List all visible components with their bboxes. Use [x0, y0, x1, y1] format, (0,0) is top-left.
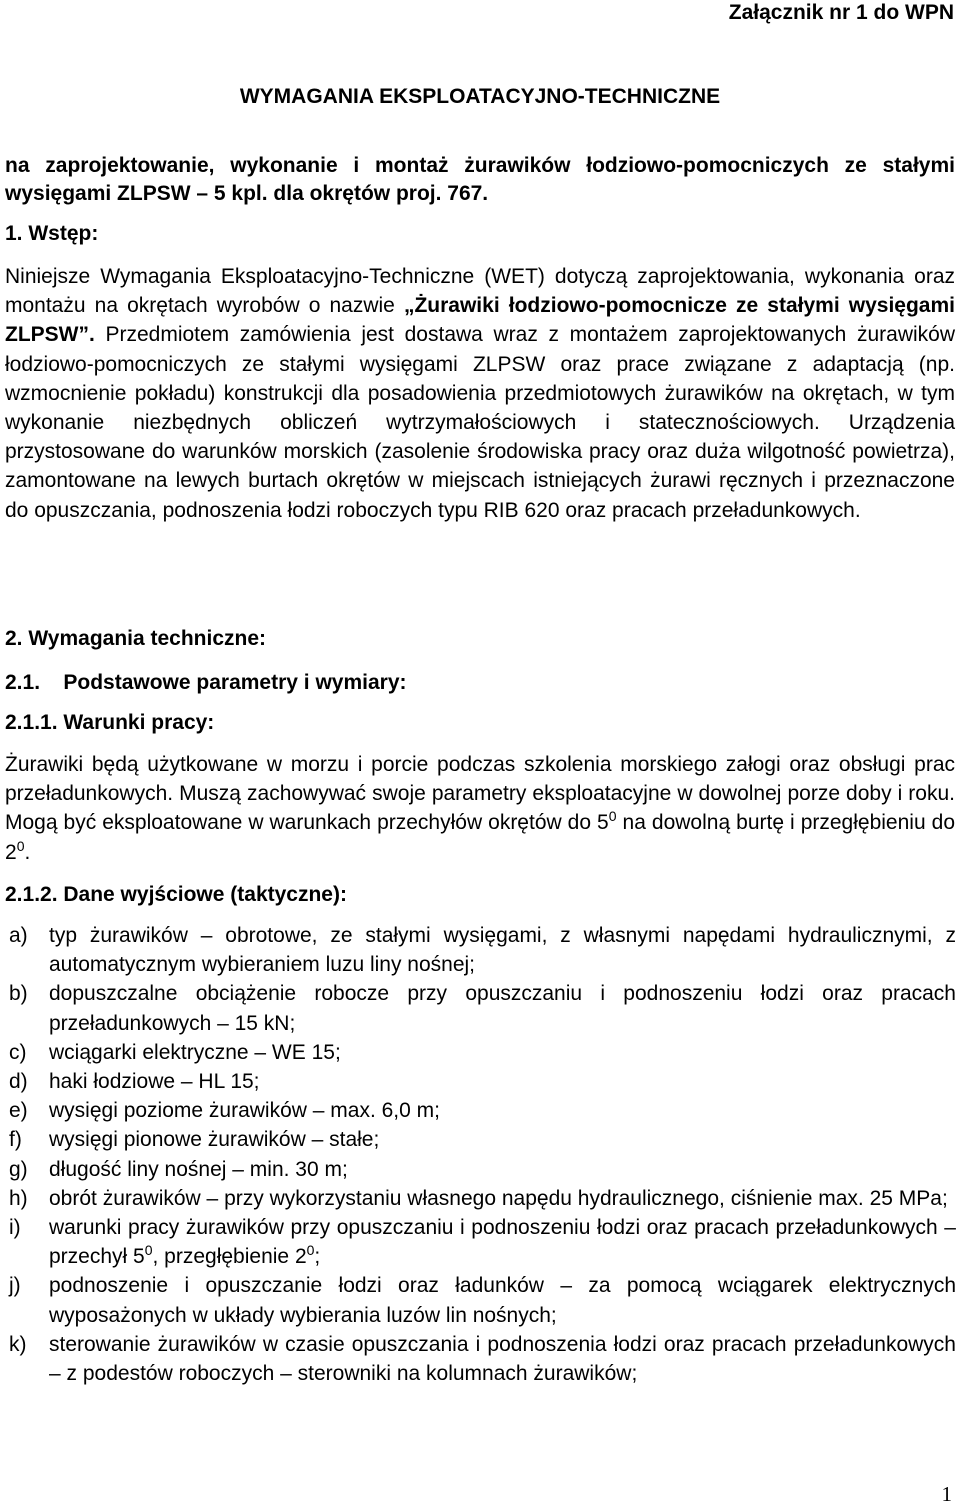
list-item: b) dopuszczalne obciążenie robocze przy opuszczaniu i podnoszeniu łodzi oraz pracach przeładunkowych – 15 kN; [9, 982, 956, 1035]
list-item: f) wysięgi pionowe żurawików – stałe; [9, 1128, 380, 1152]
section-1-body [5, 262, 955, 525]
page-number: 1 [941, 1482, 952, 1506]
tactical-data-list [0, 921, 956, 1388]
list-item: h) obrót żurawików – przy wykorzystaniu własnego napędu hydraulicznego, ciśnienie max. 25 MPa; [9, 1186, 948, 1210]
list-item: d) haki łodziowe – HL 15; [9, 1070, 260, 1094]
list-item: i) warunki pracy żurawików przy opuszczaniu i podnoszeniu łodzi oraz pracach przeładunkowych – przechył $5^0$, przegłębienie $2^0$; [9, 1216, 956, 1269]
section-2-1-1-heading: 2.1.1. Warunki pracy: [5, 711, 215, 734]
list-item: c) wciągarki elektryczne – WE 15; [9, 1040, 341, 1064]
section-2-1-heading: 2.1. Podstawowe parametry i wymiary: [5, 671, 407, 694]
list-item: e) wysięgi poziome żurawików – max. 6,0 m; [9, 1099, 440, 1123]
section-1-heading: 1. Wstęp: [5, 222, 99, 245]
list-item: g) długość liny nośnej – min. 30 m; [9, 1157, 348, 1181]
list-item: a) typ żurawików – obrotowe, ze stałymi wysięgami, z własnymi napędami hydraulicznymi, z automatycznym wybieraniem luzu liny nośnej; [9, 924, 956, 977]
list-item: k) sterowanie żurawików w czasie opuszczania i podnoszenia łodzi oraz pracach przeładunkowych – z podestów roboczych – sterowniki na kolumnach żurawików; [9, 1332, 956, 1386]
section-2-1-1-body: Żurawiki będą użytkowane w morzu i porcie podczas szkolenia morskiego załogi oraz obsługi prac przeładunkowych. Muszą zachowywać swoje parametry eksploatacyjne w dowolnej porze doby i roku. Mogą być eksploatowane w warunkach przechyłów okrętów do $5^0$ na dowolną burtę i przegłębieniu do $2^0$. [5, 753, 955, 864]
list-item: j) podnoszenie i opuszczanie łodzi oraz ładunków – za pomocą wciągarek elektrycznych wyposażonych w układy wybierania luzów lin nośnych; [9, 1274, 956, 1327]
document-title: WYMAGANIA EKSPLOATACYJNO-TECHNICZNE [239, 85, 721, 108]
section-2-heading: 2. Wymagania techniczne: [5, 627, 267, 650]
appendix-label: Załącznik nr 1 do WPN [728, 1, 954, 24]
section-2-1-2-heading: 2.1.2. Dane wyjściowe (taktyczne): [5, 883, 347, 906]
product-name: „Żurawiki łodziowo-pomocnicze ze stałymi wysięgami ZLPSW”. [5, 294, 955, 347]
intro-text: Niniejsze Wymagania Eksploatacyjno-Techniczne (WET) dotyczą zaprojektowania, wykonania oraz montażu na okrętach wyrobów o nazwie [5, 265, 955, 318]
document-subtitle: na zaprojektowanie, wykonanie i montaż żurawików łodziowo-pomocniczych ze stałymi wysięgami ZLPSW – 5 kpl. dla okrętów proj. 767. [5, 154, 955, 205]
intro-body: Przedmiotem zamówienia jest dostawa wraz z montażem zaprojektowanych żurawików łodziowo-pomocniczych ze stałymi wysięgami ZLPSW oraz prace związane z adaptacją (np. wzmocnienie pokładu) konstrukcji dla posadowienia przedmiotowych żurawików na okrętach, w tym wykonanie niezbędnych obliczeń wytrzymałościowych i statecznościowych. Urządzenia przystosowane do warunków morskich (zasolenie środowiska pracy oraz duża wilgotność powietrza), zamontowane na lewych burtach okrętów w miejscach istniejących żurawi ręcznych i przeznaczone do opuszczania, podnoszenia łodzi roboczych typu RIB 620 oraz pracach przeładunkowych. [5, 323, 955, 522]
